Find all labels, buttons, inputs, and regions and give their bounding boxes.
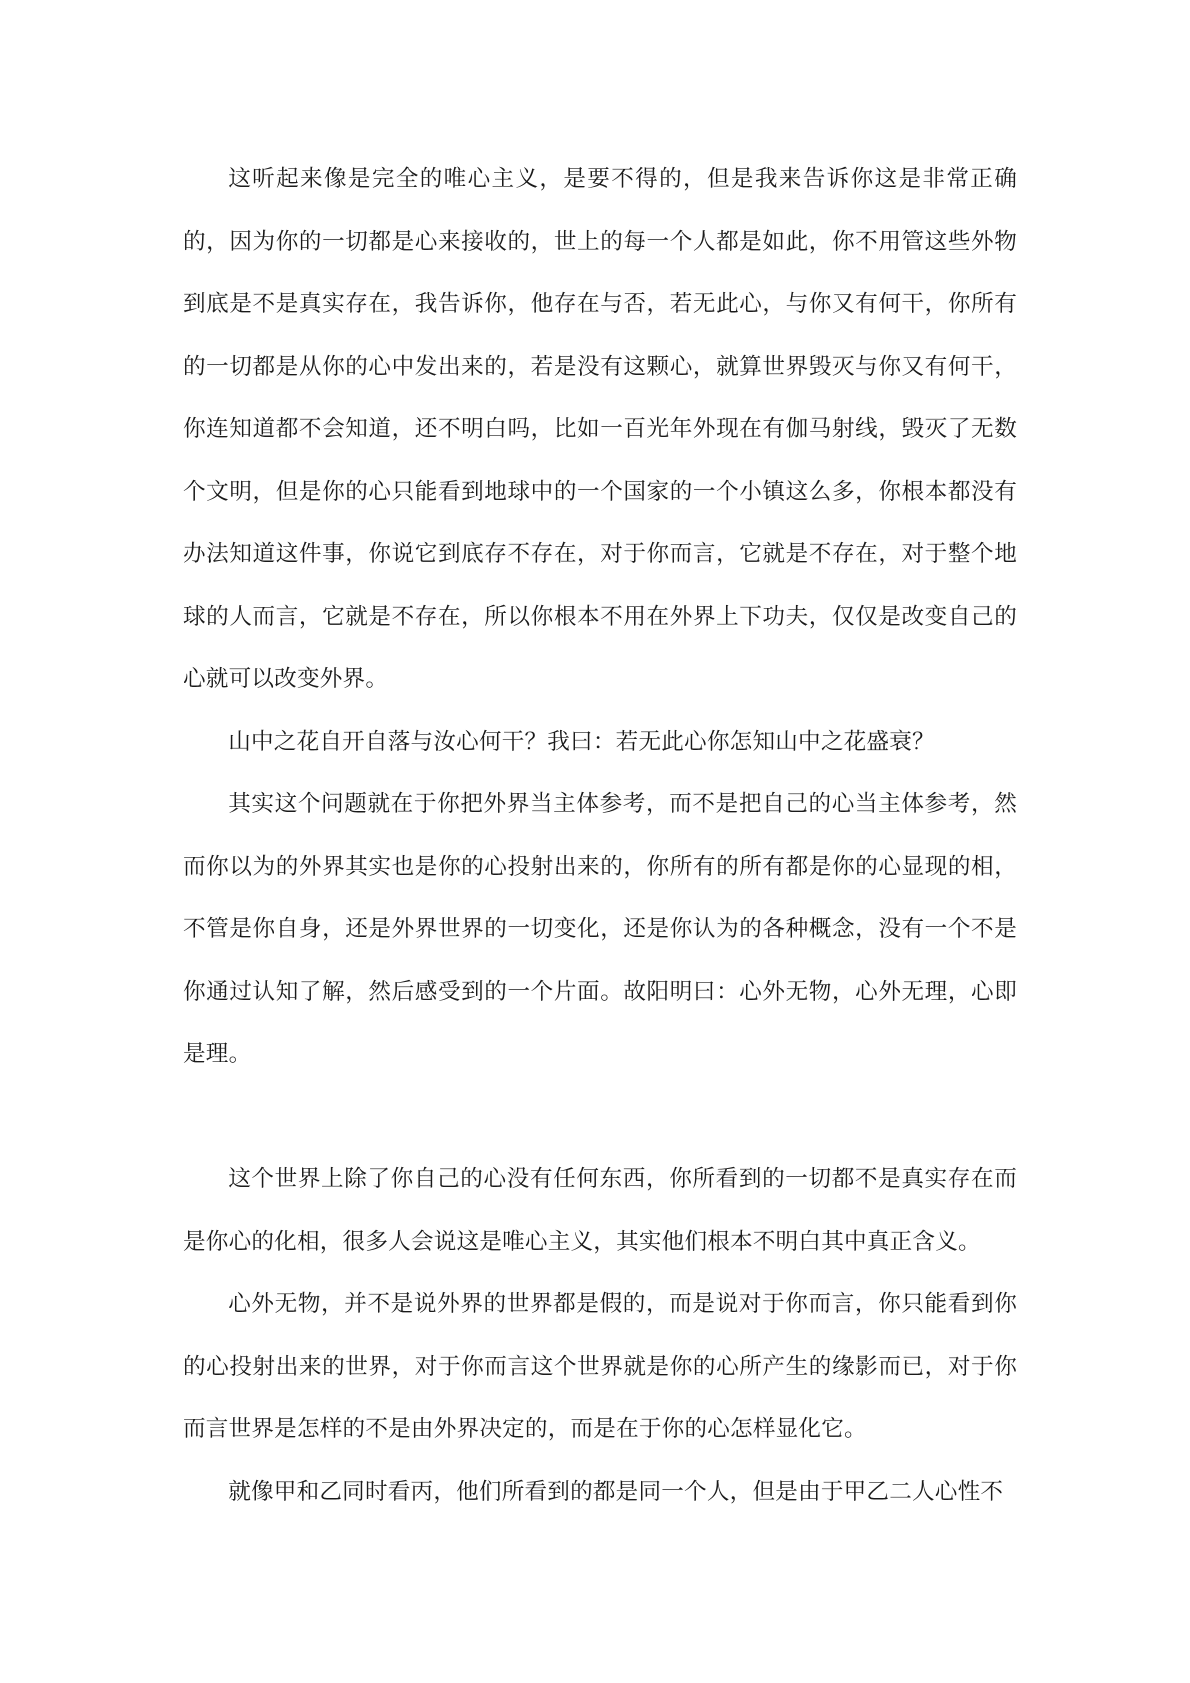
paragraph-5: 心外无物，并不是说外界的世界都是假的，而是说对于你而言，你只能看到你的心投射出来的世界，对于你而言这个世界就是你的心所产生的缘影而已，对于你而言世界是怎样的不是由外界决定的，而是在于你的心怎样显化它。 xyxy=(183,1291,1017,1442)
paragraph-1: 这听起来像是完全的唯心主义，是要不得的，但是我来告诉你这是非常正确的，因为你的一切都是心来接收的，世上的每一个人都是如此，你不用管这些外物到底是不是真实存在，我告诉你，他存在与否，若无此心，与你又有何干，你所有的一切都是从你的心中发出来的，若是没有这颗心，就算世界毁灭与你又有何干，你连知道都不会知道，还不明白吗，比如一百光年外现在有伽马射线，毁灭了无数个文明，但是你的心只能看到地球中的一个国家的一个小镇这么多，你根本都没有办法知道这件事，你说它到底存不存在，对于你而言，它就是不存在，对于整个地球的人而言，它就是不存在，所以你根本不用在外界上下功夫，仅仅是改变自己的心就可以改变外界。 xyxy=(183,166,1017,692)
paragraph-2: 山中之花自开自落与汝心何干？我曰：若无此心你怎知山中之花盛衰？ xyxy=(228,728,935,755)
paragraph-3: 其实这个问题就在于你把外界当主体参考，而不是把自己的心当主体参考，然而你以为的外界其实也是你的心投射出来的，你所有的所有都是你的心显现的相，不管是你自身，还是外界世界的一切变化，还是你认为的各种概念，没有一个不是你通过认知了解，然后感受到的一个片面。故阳明曰：心外无物，心外无理，心即是理。 xyxy=(183,791,1017,1067)
paragraph-6: 就像甲和乙同时看丙，他们所看到的都是同一个人，但是由于甲乙二人心性不 xyxy=(228,1478,1004,1505)
paragraph-4: 这个世界上除了你自己的心没有任何东西，你所看到的一切都不是真实存在而是你心的化相，很多人会说这是唯心主义，其实他们根本不明白其中真正含义。 xyxy=(183,1166,1017,1255)
document-body xyxy=(183,148,1017,1523)
paragraph-spacer xyxy=(183,1086,1017,1149)
